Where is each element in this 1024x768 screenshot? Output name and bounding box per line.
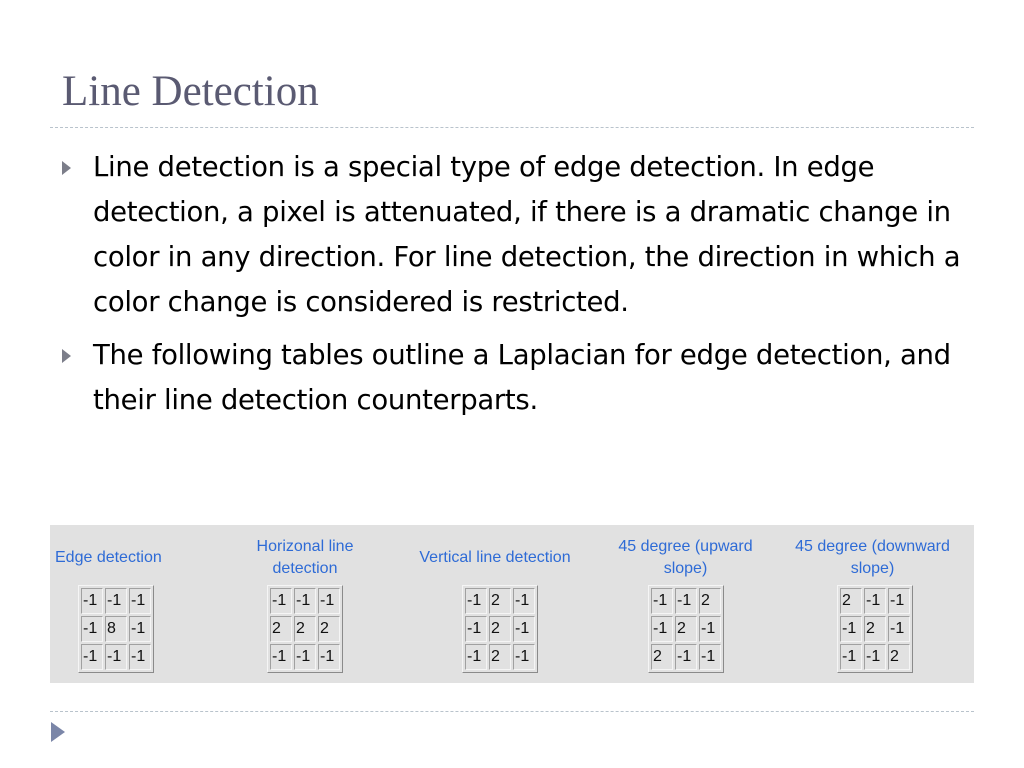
- kernel-cell: -1: [465, 588, 487, 614]
- kernel-row: [840, 644, 910, 670]
- kernel-cell: 2: [864, 616, 886, 642]
- kernel-cell: -1: [318, 644, 340, 670]
- kernel-cell: -1: [888, 588, 910, 614]
- kernel-cell: 2: [651, 644, 673, 670]
- kernel-cell: 2: [675, 616, 697, 642]
- kernel-cell: -1: [675, 588, 697, 614]
- kernel-cell: -1: [864, 588, 886, 614]
- kernel-cell: 2: [318, 616, 340, 642]
- kernel-cell: -1: [129, 588, 151, 614]
- kernel-cell: -1: [129, 644, 151, 670]
- kernel-row: [270, 644, 340, 670]
- kernel-row: [465, 588, 535, 614]
- triangle-bullet-icon: [62, 349, 71, 363]
- kernel-title: Vertical line detection: [419, 549, 571, 566]
- kernel-cell: -1: [294, 588, 316, 614]
- kernel-cell: -1: [513, 644, 535, 670]
- kernel-grid: [267, 585, 343, 673]
- kernel-title: Horizonal line detection: [256, 538, 354, 577]
- kernel-cell: -1: [699, 644, 721, 670]
- kernel-row: [465, 644, 535, 670]
- kernel-row: [465, 616, 535, 642]
- kernel-row: [840, 588, 910, 614]
- kernel-cell: 2: [270, 616, 292, 642]
- kernel-row: [651, 616, 721, 642]
- kernel-cell: -1: [81, 644, 103, 670]
- triangle-decoration-icon: [51, 722, 65, 742]
- kernel-cell: 2: [489, 588, 511, 614]
- kernel-cell: -1: [294, 644, 316, 670]
- kernel-row: [651, 644, 721, 670]
- triangle-bullet-icon: [62, 161, 71, 175]
- kernel-cell: -1: [888, 616, 910, 642]
- kernel-cell: -1: [105, 588, 127, 614]
- bullet-list: [62, 145, 962, 431]
- kernel-cell: 2: [294, 616, 316, 642]
- kernel-row: [81, 644, 151, 670]
- kernel-cell: -1: [465, 616, 487, 642]
- kernel-row: [270, 616, 340, 642]
- kernel-cell: -1: [699, 616, 721, 642]
- kernel-cell: -1: [270, 644, 292, 670]
- kernel-cell: 2: [699, 588, 721, 614]
- kernel-cell: -1: [840, 644, 862, 670]
- kernel-grid: [837, 585, 913, 673]
- kernel-cell: 8: [105, 616, 127, 642]
- kernel-grid: [78, 585, 154, 673]
- bullet-item: [62, 145, 962, 325]
- kernel-cell: -1: [129, 616, 151, 642]
- kernel-cell: -1: [840, 616, 862, 642]
- kernel-title: Edge detection: [55, 549, 162, 566]
- footer-divider: [50, 711, 974, 712]
- kernel-row: [840, 616, 910, 642]
- kernel-cell: -1: [513, 616, 535, 642]
- bullet-text: The following tables outline a Laplacian for edge detection, and their line detection counterparts.: [93, 339, 951, 416]
- kernel-cell: -1: [675, 644, 697, 670]
- kernel-grid: [648, 585, 724, 673]
- kernel-title: 45 degree (downward slope): [795, 538, 950, 577]
- bullet-text: Line detection is a special type of edge detection. In edge detection, a pixel is attenuated, if there is a dramatic change in color in any direction. For line detection, the direction in which a color change is considered is restricted.: [93, 151, 961, 318]
- kernel-cell: 2: [840, 588, 862, 614]
- kernel-row: [651, 588, 721, 614]
- kernel-cell: -1: [465, 644, 487, 670]
- kernel-grid: [462, 585, 538, 673]
- bullet-item: [62, 333, 962, 423]
- kernel-cell: 2: [888, 644, 910, 670]
- slide-title: Line Detection: [62, 68, 319, 115]
- kernel-cell: 2: [489, 644, 511, 670]
- kernel-cell: -1: [651, 588, 673, 614]
- kernel-cell: -1: [318, 588, 340, 614]
- title-divider: [50, 127, 974, 128]
- kernel-figure: [50, 525, 974, 683]
- kernel-row: [81, 588, 151, 614]
- kernel-row: [81, 616, 151, 642]
- kernel-cell: -1: [651, 616, 673, 642]
- kernel-cell: -1: [864, 644, 886, 670]
- kernel-title: 45 degree (upward slope): [618, 538, 753, 577]
- kernel-row: [270, 588, 340, 614]
- kernel-cell: -1: [81, 588, 103, 614]
- kernel-cell: -1: [81, 616, 103, 642]
- kernel-cell: -1: [270, 588, 292, 614]
- kernel-cell: 2: [489, 616, 511, 642]
- kernel-cell: -1: [513, 588, 535, 614]
- kernel-cell: -1: [105, 644, 127, 670]
